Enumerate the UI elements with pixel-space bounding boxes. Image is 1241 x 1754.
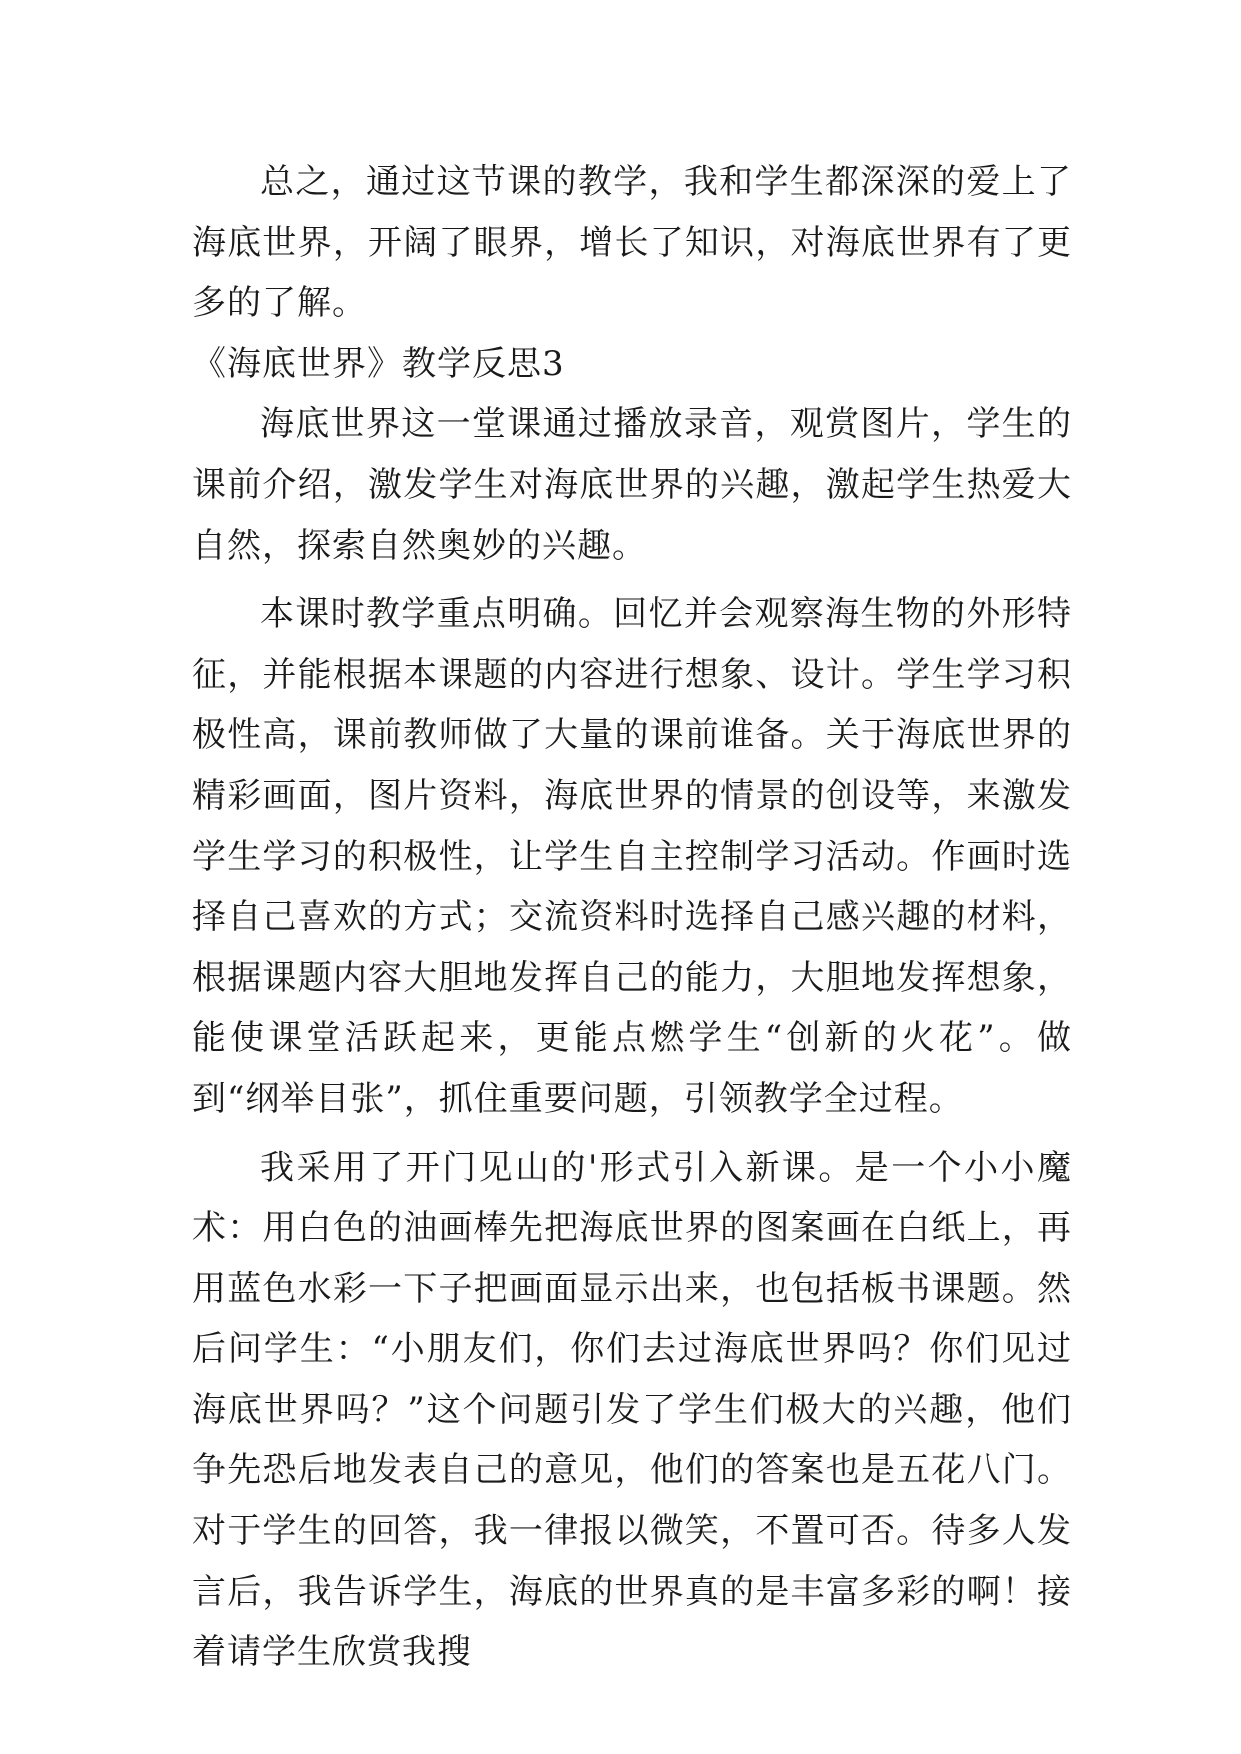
paragraph: 本课时教学重点明确。回忆并会观察海生物的外形特征，并能根据本课题的内容进行想象、设计。学生学习积极性高，课前教师做了大量的课前谁备。关于海底世界的精彩画面，图片资料，海底世界的情景的创设等，来激发学生学习的积极性，让学生自主控制学习活动。作画时选择自己喜欢的方式；交流资料时选择自己感兴趣的材料，根据课题内容大胆地发挥自己的能力，大胆地发挥想象，能使课堂活跃起来，更能点燃学生“创新的火花”。做到“纲举目张”，抓住重要问题，引领教学全过程。 xyxy=(192,594,1072,1119)
paragraph: 海底世界这一堂课通过播放录音，观赏图片，学生的课前介绍，激发学生对海底世界的兴趣，激起学生热爱大自然，探索自然奥妙的兴趣。 xyxy=(192,404,1072,566)
section-heading: 《海底世界》教学反思3 xyxy=(192,343,565,384)
paragraph: 总之，通过这节课的教学，我和学生都深深的爱上了海底世界，开阔了眼界，增长了知识，对海底世界有了更多的了解。 xyxy=(192,162,1072,324)
document-body xyxy=(192,152,1072,1683)
paragraph: 我采用了开门见山的'形式引入新课。是一个小小魔术：用白色的油画棒先把海底世界的图案画在白纸上，再用蓝色水彩一下子把画面显示出来，也包括板书课题。然后问学生：“小朋友们，你们去过海底世界吗？你们见过海底世界吗？”这个问题引发了学生们极大的兴趣，他们争先恐后地发表自己的意见，他们的答案也是五花八门。对于学生的回答，我一律报以微笑，不置可否。待多人发言后，我告诉学生，海底的世界真的是丰富多彩的啊！接着请学生欣赏我搜 xyxy=(192,1147,1072,1673)
